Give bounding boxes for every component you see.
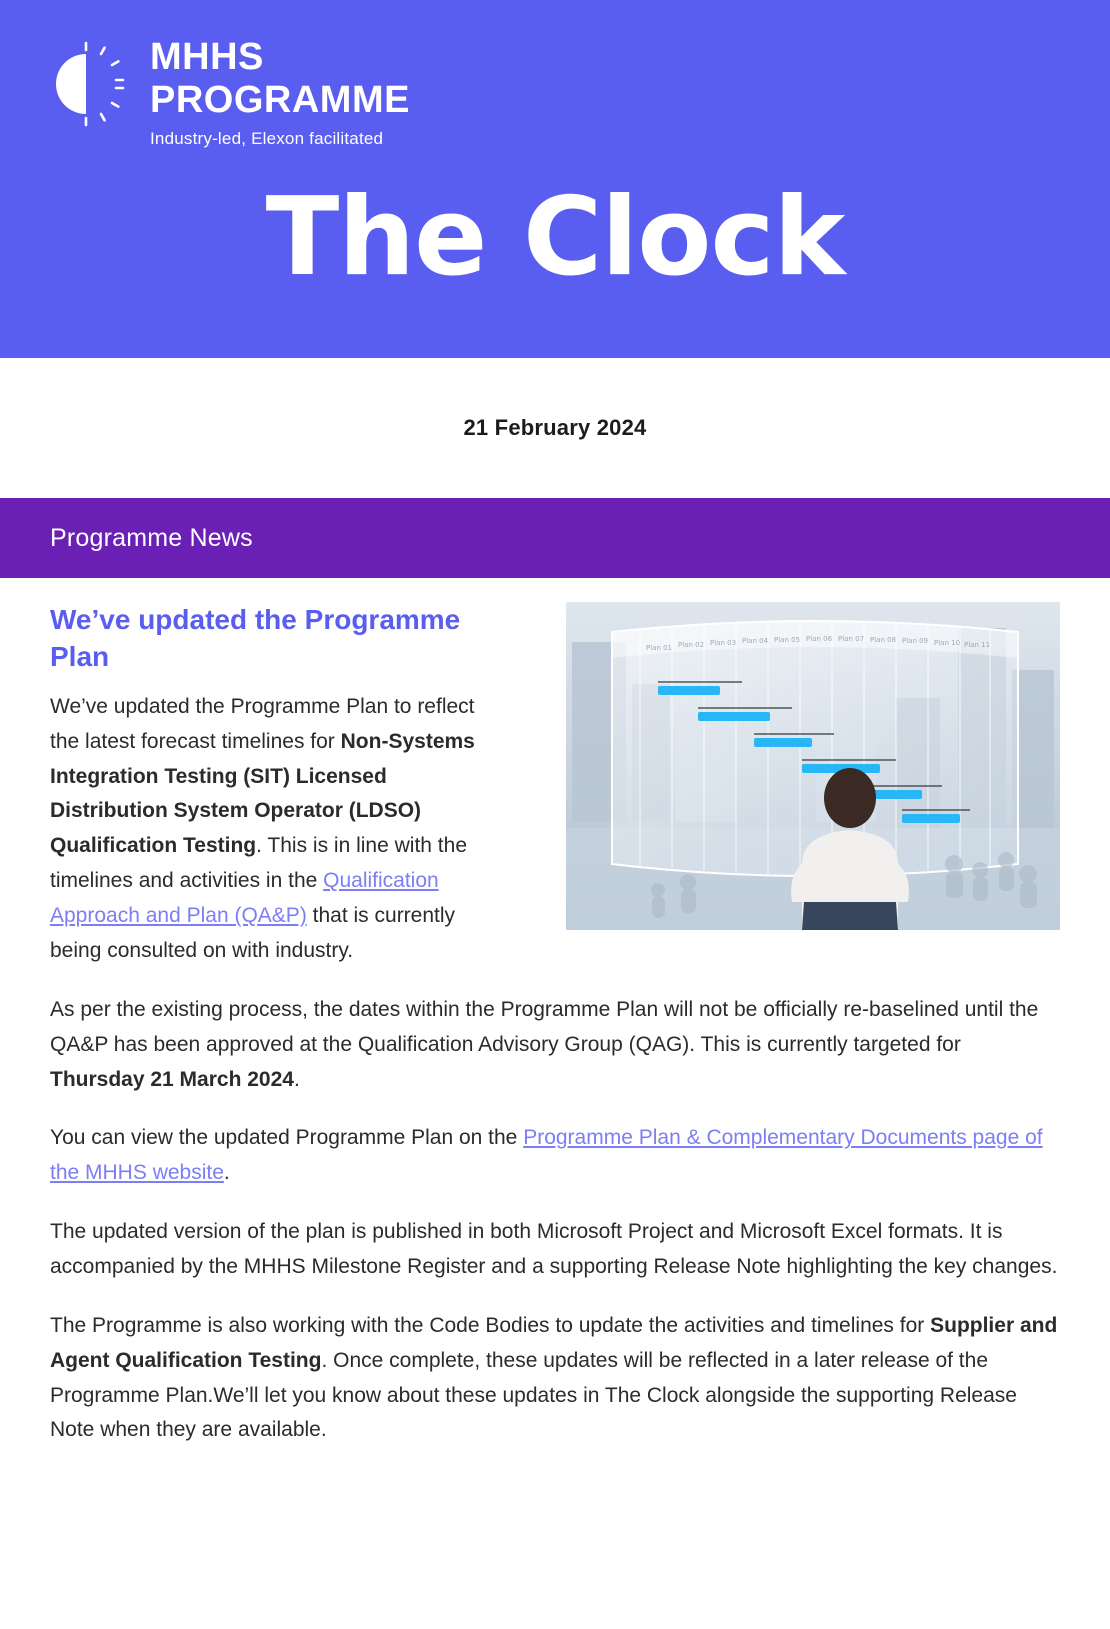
article-paragraph-1 xyxy=(50,690,482,969)
brand-line-1: MHHS xyxy=(150,36,264,78)
mhhs-clock-icon xyxy=(42,40,130,128)
para1-bold-1: Non-Systems Integration Testing (SIT) Licensed Distribution System Operator (LDSO) Qualification Testing xyxy=(50,729,475,858)
para1-text-1: We’ve updated the Programme Plan to reflect the latest forecast timelines for xyxy=(50,694,475,753)
para5-text-2: . Once complete, these updates will be reflected in a later release of the Programme Plan.We’ll let you know about these updates in The Clock alongside the supporting Release Note when they are available. xyxy=(50,1348,1017,1442)
article-programme-plan-update xyxy=(0,578,1110,1448)
section-header-programme-news xyxy=(0,498,1110,578)
svg-text:Plan 02: Plan 02 xyxy=(678,641,705,649)
article-lead xyxy=(50,602,1060,993)
svg-text:Plan 07: Plan 07 xyxy=(838,635,865,643)
brand-logo xyxy=(0,0,1110,147)
brand-tagline: Industry-led, Elexon facilitated xyxy=(150,129,384,149)
para2-text-1: As per the existing process, the dates within the Programme Plan will not be officially re-baselined until the QA&P has been approved at the Qualification Advisory Group (QAG). This is currently targeted for xyxy=(50,997,1039,1056)
para3-text-1: You can view the updated Programme Plan on the xyxy=(50,1126,524,1150)
para3-text-2: . xyxy=(223,1161,230,1185)
svg-text:Plan 11: Plan 11 xyxy=(964,641,991,649)
link-qap[interactable]: Qualification Approach and Plan (QA&P) xyxy=(50,869,439,928)
svg-text:Plan 03: Plan 03 xyxy=(710,639,737,647)
article-paragraph-4: The updated version of the plan is published in both Microsoft Project and Microsoft Excel formats. It is accompanied by the MHHS Milestone Register and a supporting Release Note highlighting the key changes. xyxy=(50,1220,1058,1278)
newsletter-header xyxy=(0,0,1110,358)
para1-text-2: . This is in line with the timelines and activities in the xyxy=(50,834,467,893)
svg-text:Plan 10: Plan 10 xyxy=(934,639,961,647)
para2-text-2: . xyxy=(293,1067,300,1091)
svg-text:Plan 06: Plan 06 xyxy=(806,635,833,643)
para2-bold-date: Thursday 21 March 2024 xyxy=(50,1067,294,1091)
svg-text:Plan 08: Plan 08 xyxy=(870,636,897,644)
masthead-title: The Clock xyxy=(265,175,845,301)
svg-text:Plan 01: Plan 01 xyxy=(646,644,673,652)
brand-wordmark xyxy=(150,36,410,147)
para5-text-1: The Programme is also working with the Code Bodies to update the activities and timelines for xyxy=(50,1313,931,1337)
link-programme-plan-docs[interactable]: Programme Plan & Complementary Documents page of the MHHS website xyxy=(50,1126,1043,1185)
article-paragraph-5 xyxy=(50,1309,1060,1448)
svg-text:Plan 09: Plan 09 xyxy=(902,637,929,645)
brand-line-2: PROGRAMME xyxy=(150,78,410,121)
issue-date-strip xyxy=(0,358,1110,498)
para5-bold-1: Supplier and Agent Qualification Testing xyxy=(50,1313,1058,1372)
article-headline: We’ve updated the Programme Plan xyxy=(50,604,461,672)
para1-text-3: that is currently being consulted on with industry. xyxy=(50,904,456,962)
article-paragraph-2 xyxy=(50,993,1060,1098)
issue-date: 21 February 2024 xyxy=(463,415,647,440)
svg-text:Plan 05: Plan 05 xyxy=(774,636,801,644)
article-paragraph-3 xyxy=(50,1121,1060,1191)
svg-text:Plan 04: Plan 04 xyxy=(742,637,769,645)
section-title: Programme News xyxy=(50,523,253,552)
article-hero-image xyxy=(566,602,1060,930)
